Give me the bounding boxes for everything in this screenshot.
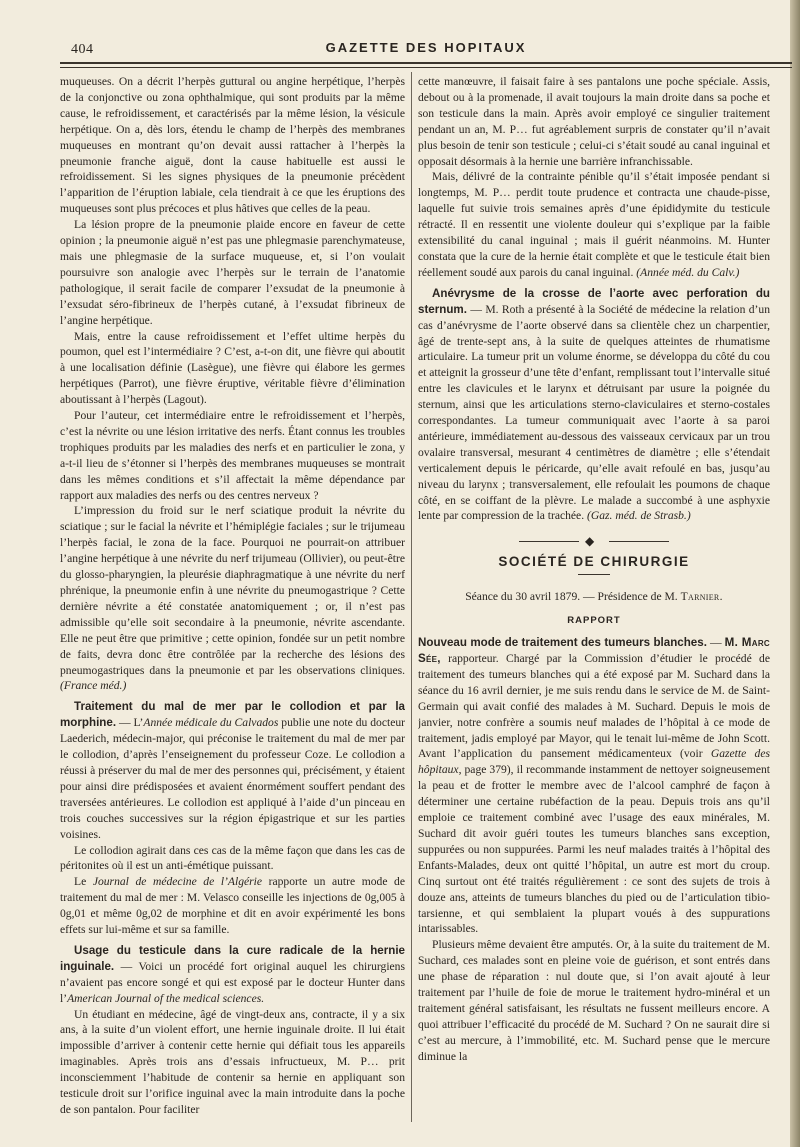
article-heading: Traitement du mal de mer par le collodion et par la morphine.: [60, 700, 405, 730]
paragraph: muqueuses. On a décrit l’herpès guttural ou angine herpétique, l’herpès de la conjonctive ou zona ophthalmique, qui sont produits par la même cause, le refroidissement, et caractérisés par la même lésion, la vésicule herpétique. On a, dès lors, étendu le champ de l’herpès des membranes muqueuses en montrant qu’on devait aussi rattacher à l’herpès la pneumonie franche aiguë, dont la cause habituelle est aussi le refroidissement. Si les signes physiques de la pneumonie précèdent l’apparition de l’éruption labiale, cela tiendrait à ce que les éruptions des muqueuses sont plus précoces et plus hâtives que celles de la peau.: [60, 75, 405, 216]
section-title: SOCIÉTÉ DE CHIRURGIE: [498, 554, 690, 570]
column-divider: [411, 72, 412, 1122]
paragraph: cette manœuvre, il faisait faire à ses pantalons une poche spéciale. Assis, debout ou à la promenade, il avait toujours la main droite dans sa poche et son testicule dans la main. Après avoir employé ce singulier traitement pendant un an, M. P… fut agréablement surpris de constater qu’il n’avait plus besoin de tenir son testicule ; celui-ci s’était soudé au canal inguinal et opposait désormais à la hernie une barrière infranchissable.: [418, 75, 770, 168]
paragraph-text: — M. Roth a présenté à la Société de médecine la relation d’un cas d’anévrysme de l’aorte observé dans sa clientèle chez un charpentier, âgé de trente-sept ans, à la suite de quelques atteintes de rhumatisme articulaire. La tumeur prit un volume énorme, se développa du côté du cou et atteignit la grosseur d’une tête d’enfant, remplissant tout l’intervalle situé entre les clavicules et le larynx et détruisant par usure la poignée du sternum, ainsi que les articulations sterno-claviculaires et sterno-costales correspondantes. La tumeur communiquait avec l’aorte à sa paroi antérieure, immédiatement au-dessous des vaisseaux cervicaux par un trou ovalaire transversal, mesurant 4 centimètres de diamètre ; elle s’étendait verticalement depuis le péricarde, qu’elle avait refoulé en bas, jusqu’au niveau du larynx ; transversalement, elle refoulait les poumons de chaque côté, en se coiffant de la plèvre. Le malade a succombé à une asphyxie lente par compression de la trachée.: [418, 302, 770, 523]
journal-reference: Année médicale du Calvados: [143, 716, 279, 730]
paragraph: Le collodion agirait dans ces cas de la même façon que dans les cas de péritonites où il est un anti-émétique puissant.: [60, 843, 405, 873]
paragraph-text: , page 379), il recommande instamment de nettoyer soigneusement la peau et de frotter le membre avec de l’alcool camphré de façon à déterminer une certaine rubéfaction de la peau. Depuis trois ans qu’il emploie ce traitement combiné avec l’usage des eaux minérales, M. Suchard dit avoir guéri toutes les tumeurs blanches sans exception, suppurées ou non suppurées. Parmi les neuf malades traités à l’hôpital des Enfants-Malades, deux ont quitté l’hôpital, un autre est mort du croup. Cinq surtout ont été traités régulièrement : ce sont des sujets de trois à douze ans, atteints de tumeurs blanches du pied ou de l’articulation tibio-tarsienne, et qui semblaient la plupart voués à des suppurations intarissables.: [418, 763, 770, 936]
report-label: RAPPORT: [567, 615, 621, 627]
separator-line: [519, 541, 579, 542]
left-column: [60, 74, 405, 1124]
page-number: 404: [71, 42, 94, 57]
source-citation: (Année méd. du Calv.): [636, 265, 740, 279]
section-separator: [519, 534, 669, 549]
session-line: [418, 589, 770, 605]
paragraph: Un étudiant en médecine, âgé de vingt-deux ans, contracte, il y a six ans, à la suite d’un violent effort, une hernie inguinale droite. Il lui était impossible d’arriver à contenir cette hernie qui défiait tous les appareils imaginables. Après trois ans d’essais infructueux, M. P… prit inconsciemment l’habitude de contenir sa hernie en appliquant son testicule droit sur l’orifice inguinal avec la main introduite dans la poche de son pantalon. Pour faciliter: [60, 1007, 405, 1116]
article-heading: Nouveau mode de traitement des tumeurs blanches.: [418, 636, 707, 650]
source-citation: (Gaz. méd. de Strasb.): [587, 509, 691, 523]
journal-reference: American Journal of the medical sciences.: [67, 991, 265, 1005]
article-paragraph: [418, 286, 770, 525]
journal-reference: Gazette des hôpitaux: [418, 747, 770, 777]
paragraph: Plusieurs même devaient être amputés. Or, à la suite du traitement de M. Suchard, ces malades sont en pleine voie de guérison, et sont entrés dans une phase de réparation : nul doute que, si l’on avait ajouté à leur traitement par l’huile de foie de morue le traitement hydro-minéral et un traitement général satisfaisant, les résultats ne fussent meilleurs encore. A quoi attribuer l’efficacité du procédé de M. Suchard ? On ne saurait dire si c’est au mercure, à l’immobilité, etc. M. Suchard pense que le mercure diminue la: [418, 938, 770, 1063]
header-rule-thin: [60, 67, 792, 68]
paragraph-text: rapporte un autre mode de traitement du mal de mer : M. Velasco conseille les injections de 0g,005 à 0g,01 et même 0g,02 de morphine et dit en avoir expérimenté les bons effets sur lui-même et sur sa famille.: [60, 875, 405, 937]
paragraph-text: publie une note du docteur Laederich, médecin-major, qui préconise le traitement du mal de mer par le collodion, d’après l’enseignement du professeur Coze. Le collodion a réussi à préserver du mal de mer des personnes qui, précisément, y étaient pour ainsi dire prédisposées et avaient énormément souffert pendant des traversées antérieures. Le collodion est appliqué à l’aide d’un pinceau en trois couches successives sur la région épigastrique et sur les parties voisines.: [60, 716, 405, 841]
source-citation: (France méd.): [60, 679, 127, 693]
paragraph-text: — Voici un procédé fort original auquel les chirurgiens n’avaient pas encore songé et qui est exposé par le docteur Hunter dans l’: [60, 959, 405, 1005]
paragraph: [418, 169, 770, 280]
page-edge: [790, 0, 800, 1147]
header-rule: [60, 62, 792, 64]
paragraph-text: rapporteur. Chargé par la Commission d’étudier le procédé de traitement des tumeurs blanches qui a été exposé par M. Suchard dans la séance du 16 avril dernier, je me suis rendu dans le service de M. de Saint-Germain qui avait confié des malades à M. Suchard. Depuis le mois de janvier, notre confrère a soumis neuf malades de l’hôpital à ce mode de traitement, jadis employé par Mayor, qui le tenait lui-même de John Scott. Avant l’application du pansement médicamenteux (voir: [418, 652, 770, 761]
separator-line: [609, 541, 669, 542]
paragraph-text: Le: [74, 875, 93, 889]
paragraph: [60, 874, 405, 938]
paragraph: [60, 503, 405, 694]
president-name: Tarnier.: [680, 590, 723, 604]
ornament-glyph: ◆: [585, 534, 595, 549]
article-heading: Anévrysme de la crosse de l’aorte avec perforation du sternum.: [418, 286, 770, 316]
paragraph: Pour l’auteur, cet intermédiaire entre le refroidissement et l’herpès, c’est la névrite ou une lésion irritative des nerfs. Étant connus les troubles trophiques produits par les maladies des nerfs et en particulier le zona, y a-t-il lieu de s’étonner si l’herpès des membranes muqueuses se montrait dans les mêmes conditions et s’il affectait la même dépendance par rapport aux maladies des nerfs ou des centres nerveux ?: [60, 409, 405, 502]
rapporteur-name: M. Marc Sée,: [418, 636, 770, 665]
journal-title: GAZETTE DES HOPITAUX: [325, 40, 527, 55]
paragraph-text: Mais, délivré de la contrainte pénible qu’il s’était imposée pendant si longtemps, M. P… perdit toute prudence et contracta une chaude-pisse, laquelle fut suivie trois semaines après d’une épididymite du testicule rétracté. Il en ressentit une violente douleur qui s’explique par la faible extensibilité du canal inguinal ; mais il guérit néanmoins. M. Hunter constata que la cure de la hernie était complète et que le testicule était bien réellement soudé aux parois du canal inguinal.: [418, 170, 770, 279]
paragraph-text: — L’: [116, 716, 144, 730]
article-heading: Usage du testicule dans la cure radicale de la hernie inguinale.: [60, 943, 405, 973]
right-column: [418, 74, 770, 1124]
paragraph-text: L’impression du froid sur le nerf sciatique produit la névrite du sciatique ; sur le facial la névrite et l’hémiplégie faciales ; sur le trijumeau l’herpès facial, le zona de la face. Pourquoi ne pourrait-on attribuer l’angine herpétique à une névrite du nerf trijumeau (Ollivier), ou peut-être du glosso-pharyngien, la pleurésie diaphragmatique à une névrite du nerf phrénique, la pneumonie enfin à une névrite du pneumogastrique ? Cette dernière névrite a été constatée anatomiquement ; or, il n’est pas admissible qu’elle soit secondaire à la pneumonie, névrite ascendante. Elle ne peut être que primitive ; cette opinion, fondée sur un petit nombre de faits, devra donc être contrôlée par la recherche des lésions des pneumogastriques dans la pneumonie et par les observations cliniques.: [60, 504, 405, 677]
article-paragraph: [60, 943, 405, 1007]
section-rule: [578, 574, 610, 575]
session-text: Séance du 30 avril 1879. — Présidence de M.: [465, 590, 681, 604]
article-paragraph: [418, 635, 770, 937]
heading-dash: —: [706, 636, 725, 650]
page-header: [60, 34, 792, 58]
journal-reference: Journal de médecine de l’Algérie: [92, 875, 263, 889]
article-paragraph: [60, 699, 405, 842]
paragraph: La lésion propre de la pneumonie plaide encore en faveur de cette opinion ; la pneumonie aiguë n’est pas une phlegmasie parenchymateuse, mais une phlegmasie de la surface muqueuse, et, si l’on voulait poursuivre son analogie avec l’herpès sur le terrain de l’anatomie pathologique, il serait facile de comparer l’exsudat de la pneumonie à l’exsudat séro-fibrineux de l’herpès cutané, à l’exsudat fibrineux de l’angine herpétique.: [60, 218, 405, 327]
paragraph: Mais, entre la cause refroidissement et l’effet ultime herpès du poumon, quel est l’intermédiaire ? C’est, a-t-on dit, une fièvre qui aboutit à une localisation définie (Lasègue), une fièvre qui élabore les germes herpétiques (Parrot), une fièvre éruptive, véritable fièvre d’élimination aboutissant à l’herpès (Lagout).: [60, 329, 405, 407]
